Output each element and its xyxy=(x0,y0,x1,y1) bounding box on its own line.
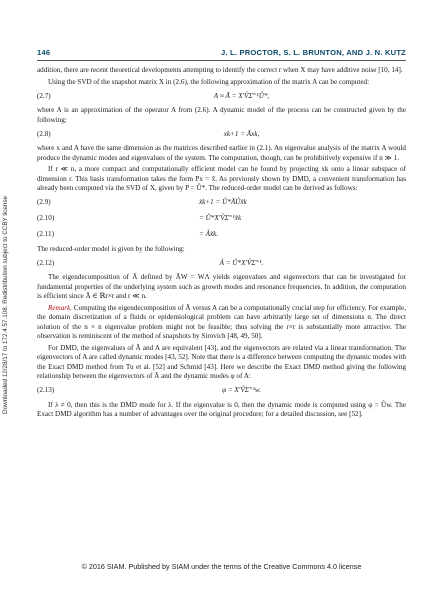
paragraph-dmd-mode: If λ ≠ 0, then this is the DMD mode for λ. If the eigenvalue is 0, then the dynamic mode is computed using φ = Ûw. The Exact DMD algorithm has a number of advantages over the original procedure; for a detailed discussion, see [52]. xyxy=(37,400,406,418)
paragraph-projection: If r ≪ n, a more compact and computationally efficient model can be found by projecting xk onto a linear subspace of dimension r. This basis transformation takes the form Px = x̃. As previously shown by DMD, a convenient transformation has already been computed via the SVD of X, given by P = Û*. The reduced-order model can be derived as follows: xyxy=(37,165,406,192)
equation-body: Ã = Û*X′ṼΣ̃⁻¹. xyxy=(219,258,264,267)
download-side-note-text: Downloaded 12/28/17 to 172.4.57.108. Redistribution subject to CCBY license xyxy=(2,196,9,414)
equation-number: (2.10) xyxy=(37,214,55,223)
paragraph-exact-dmd: For DMD, the eigenvalues of Ã and A are equivalent [43], and the eigenvectors are related via a linear transformation. The eigenvectors of A are called dynamic modes [43, 52]. Note that there is a difference between computing the dynamic modes with the Exact DMD method from Tu et al. [52] and Schmid [43]. Here we describe the Exact DMD method giving the following relationship between the eigenvectors of Ã and the dynamic modes φ of A: xyxy=(37,343,406,380)
equation-body: x̃k+1 = Û*ĀÛx̃k xyxy=(199,198,247,207)
equation-number: (2.9) xyxy=(37,198,51,207)
license-footer: © 2016 SIAM. Published by SIAM under the terms of the Creative Commons 4.0 license xyxy=(81,562,362,571)
page-body xyxy=(37,66,406,422)
author-list: J. L. PROCTOR, S. L. BRUNTON, AND J. N. KUTZ xyxy=(220,48,406,57)
header-rule xyxy=(37,60,406,61)
equation-body: φ = X′ṼΣ̃⁻¹w. xyxy=(222,386,261,395)
equation-2-8 xyxy=(37,128,406,141)
equation-body: A ≈ Ā = X′ṼΣ̃⁻¹Û*, xyxy=(213,91,270,100)
paragraph-dynamic-model: where A is an approximation of the operator A from (2.6). A dynamic model of the process can be constructed given by the following: xyxy=(37,106,406,124)
equation-2-10 xyxy=(37,213,406,226)
equation-number: (2.7) xyxy=(37,91,51,100)
paragraph-eigen-analysis: where x and A have the same dimension as the matrices described earlier in (2.1). An eigenvalue analysis of the matrix A would produce the dynamic modes and eigenvalues of the system. The computation, though, can be prohibitively expensive if n ≫ 1. xyxy=(37,144,406,162)
running-header xyxy=(37,48,406,60)
equation-number: (2.13) xyxy=(37,386,55,395)
paragraph-noise: addition, there are recent theoretical developments attempting to identify the correct r when X may have additive noise [10, 14]. xyxy=(37,66,403,74)
remark-label: Remark. xyxy=(48,303,72,312)
paragraph-reduced-model: The reduced-order model is given by the following: xyxy=(37,244,185,253)
equation-2-9 xyxy=(37,197,406,210)
equation-body: = Ãx̃k. xyxy=(199,230,219,239)
equation-body: xk+1 = Āxk, xyxy=(223,129,260,138)
equation-2-11 xyxy=(37,229,406,242)
equation-number: (2.8) xyxy=(37,129,51,138)
paragraph-remark xyxy=(37,304,406,342)
equation-number: (2.12) xyxy=(37,258,55,267)
equation-2-13 xyxy=(37,385,406,398)
paragraph-svd-intro: Using the SVD of the snapshot matrix X in (2.6), the following approximation of the matrix A can be computed: xyxy=(48,77,370,86)
equation-number: (2.11) xyxy=(37,230,54,239)
page-number: 146 xyxy=(37,48,51,57)
remark-text: Computing the eigendecomposition of Ã versus A can be a computationally crucial step for efficiency. For example, the domain discretization of a fluids or epidemiological problem can have arbitrarily large set of dimensions n. The direct solution of the n × n eigenvalue problem might not be feasible; thus solving the r×r is substantially more attractive. The observation is reminiscent of the method of snapshots by Sirovich [48, 49, 50]. xyxy=(37,303,406,340)
equation-body: = Û*X′ṼΣ̃⁻¹x̃k xyxy=(199,214,242,223)
equation-2-12 xyxy=(37,257,406,270)
equation-2-7 xyxy=(37,90,406,103)
paragraph-eigendecomposition: The eigendecomposition of Ã defined by ÃW = WΛ yields eigenvalues and eigenvectors that can be investigated for fundamental properties of the underlying system such as growth modes and resonance frequencies. In addition, the computation is efficient since Ã ∈ ℝr×r and r ≪ n. xyxy=(37,273,406,300)
download-side-note xyxy=(2,150,14,460)
